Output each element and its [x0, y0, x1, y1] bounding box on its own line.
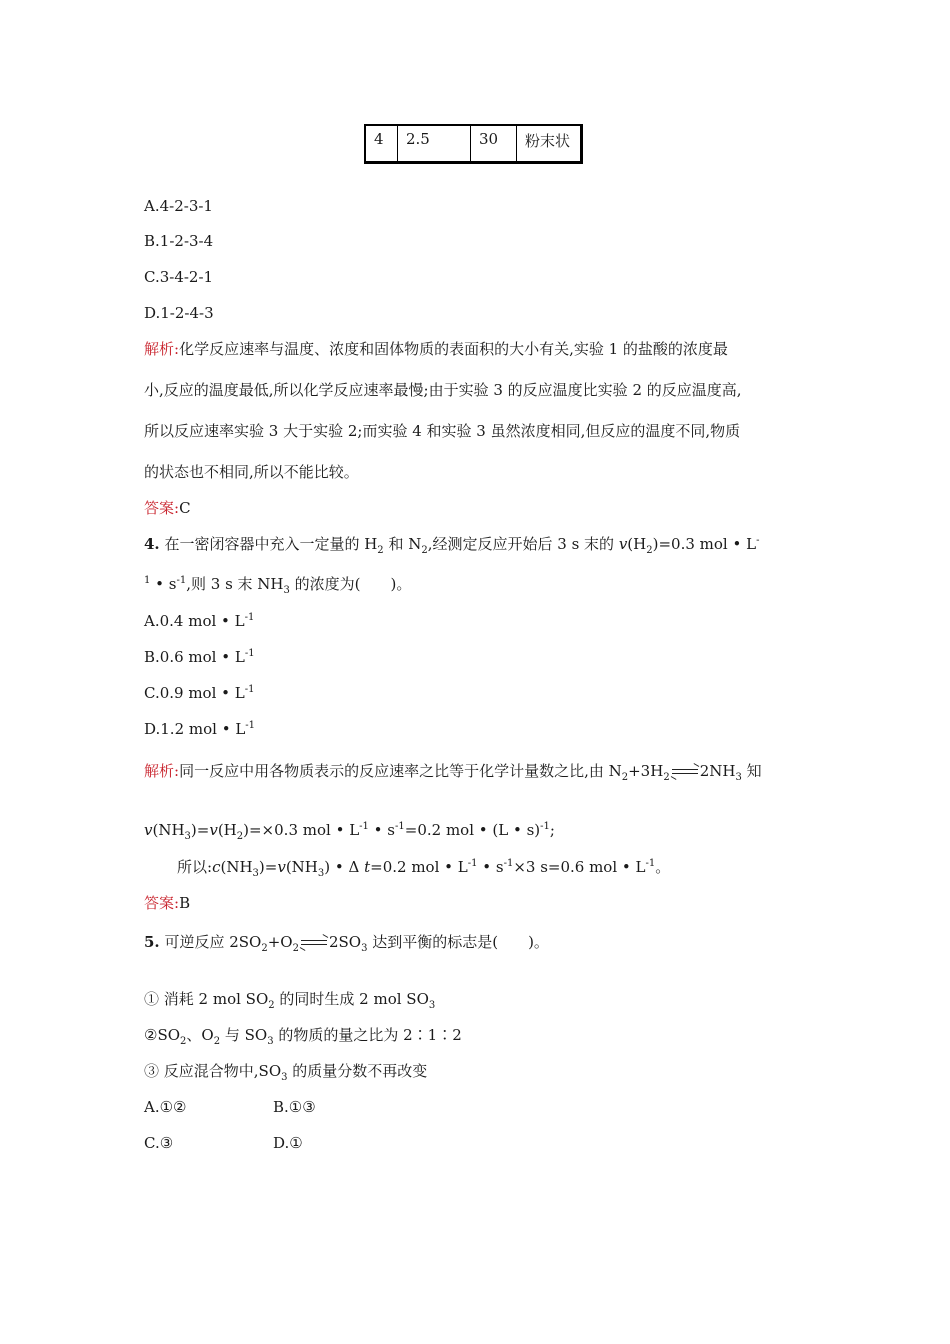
table-cell: 2.5	[398, 126, 471, 161]
question-number: 4.	[144, 535, 160, 553]
q3-analysis-line: 所以反应速率实验 3 大于实验 2;而实验 4 和实验 3 虽然浓度相同,但反应的温度不同,物质	[144, 422, 741, 440]
q5-item-1: ① 消耗 2 mol $SO_2$ 的同时生成 2 mol $SO_3$	[144, 990, 436, 1011]
q5-option-d: D.①	[273, 1134, 303, 1152]
q3-analysis-line: 解析:化学反应速率与温度、浓度和固体物质的表面积的大小有关,实验 1 的盐酸的浓度最	[144, 340, 728, 358]
q4-formula-line: 所以$:c(NH_3)=v(NH_3)$ • Δ t=0.2 mol • $L^{-1}$ • $s^{-1}\times 3$ s=0.6 mol • $L^{-1}$。	[177, 858, 671, 879]
equilibrium-arrow-icon	[299, 938, 329, 948]
q3-answer: 答案:C	[144, 499, 191, 517]
q5-item-3: ③ 反应混合物中$,SO_3$ 的质量分数不再改变	[144, 1062, 428, 1083]
q4-option-d: D.1.2 mol • $L^{-1}$	[144, 720, 256, 738]
equilibrium-arrow-icon	[670, 767, 700, 777]
q3-analysis-line: 小,反应的温度最低,所以化学反应速率最慢;由于实验 3 的反应温度比实验 2 的反应温度高,	[144, 381, 742, 399]
table-cell: 4	[366, 126, 398, 161]
q3-option-b: B.1-2-3-4	[144, 232, 214, 250]
answer-label: 答案:	[144, 894, 180, 912]
q3-option-d: D.1-2-4-3	[144, 304, 214, 322]
q3-analysis-line: 的状态也不相同,所以不能比较。	[144, 463, 359, 481]
analysis-label: 解析:	[144, 762, 180, 780]
q5-item-2: $②SO_2$、$O_2$ 与 $SO_3$ 的物质的量之比为 2∶1∶2	[144, 1026, 462, 1047]
q3-option-c: C.3-4-2-1	[144, 268, 214, 286]
q4-stem-cont: $^1$ • $s^{-1}$,则 3 s 末 $NH_3$ 的浓度为( )。	[144, 575, 412, 596]
q4-formula-line: $v(NH_3)=v(H_2)=\times 0.3$ mol • $L^{-1}$ • $s^{-1}=0.2$ mol • (L • s)$^{-1}$;	[144, 821, 555, 842]
q5-option-c: C.③	[144, 1134, 174, 1152]
analysis-label: 解析:	[144, 340, 180, 358]
answer-label: 答案:	[144, 499, 180, 517]
q5-option-a: A.①②	[144, 1098, 187, 1116]
q3-option-a: A.4-2-3-1	[144, 197, 213, 215]
q4-stem: 4. 在一密闭容器中充入一定量的 $H_2$ 和 $N_2$,经测定反应开始后 3 s 末的 $v(H_2)=0.3$ mol • L-	[144, 535, 760, 556]
data-table-row	[364, 124, 583, 164]
q5-option-b: B.①③	[273, 1098, 316, 1116]
question-number: 5.	[144, 933, 160, 951]
q4-option-a: A.0.4 mol • $L^{-1}$	[144, 612, 255, 630]
table-cell: 30	[471, 126, 517, 161]
q4-analysis-line: 解析:同一反应中用各物质表示的反应速率之比等于化学计量数之比,由 $N_2+3H_2$ $2NH_3$ 知	[144, 762, 762, 783]
table-cell: 粉末状	[525, 132, 571, 150]
q5-stem: 5. 可逆反应 $2SO_2+O_2$ $2SO_3$ 达到平衡的标志是( )。	[144, 933, 549, 954]
q4-answer: 答案:B	[144, 894, 191, 912]
q4-option-c: C.0.9 mol • $L^{-1}$	[144, 684, 255, 702]
q4-option-b: B.0.6 mol • $L^{-1}$	[144, 648, 255, 666]
